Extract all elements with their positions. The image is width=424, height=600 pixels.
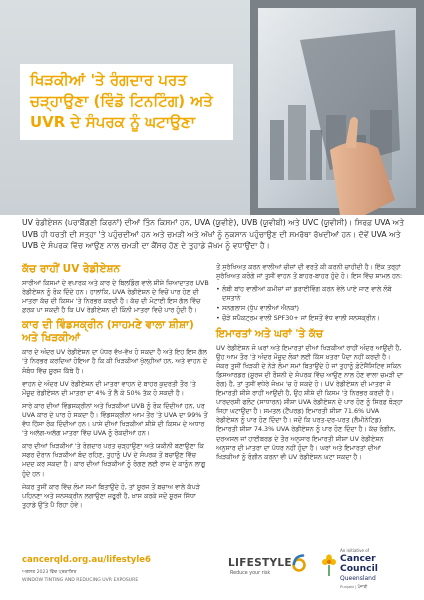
series-title: WINDOW TINTING AND REDUCING UVR EXPOSURE	[22, 578, 139, 583]
cancer-council-logo	[322, 548, 414, 592]
paragraph: ਕਾਰ ਦੀਆਂ ਖਿੜਕੀਆਂ 'ਤੇ ਰੰਗਦਾਰ ਪਰਤ ਚੜ੍ਹਾਉਣਾ ਅਤੇ ਯਕੀਨੀ ਬਣਾਉਣਾ ਕਿ ਸਫਰ ਦੌਰਾਨ ਖਿੜਕੀਆਂ ਬੰਦ ਰਹਿਣ, ਤੁਹਾਨੂੰ UV ਦੇ ਸੰਪਰਕ ਤੋਂ ਬਚਾਉਣ ਵਿੱਚ ਮਦਦ ਕਰ ਸਕਦਾ ਹੈ। ਕਾਰ ਦੀਆਂ ਖਿੜਕੀਆਂ ਨੂੰ ਰੰਗਣ ਲਈ ਰਾਜ ਦੇ ਕਾਨੂੰਨ ਲਾਗੂ ਹੁੰਦੇ ਹਨ।	[22, 442, 206, 478]
list-item: • ਲੰਬੀ ਬਾਂਹ ਵਾਲੀਆਂ ਕਮੀਜ਼ਾਂ ਜਾਂ ਡਰਾਈਵਿੰਗ ਕਰਨ ਵੇਲੇ ਪਾਏ ਜਾਣ ਵਾਲੇ ਲੰਬੇ ਦਸਤਾਨੇ	[216, 285, 403, 303]
logo-wordmark: LIFESTYLE	[228, 557, 292, 569]
logo-assoc: An initiative of	[340, 548, 370, 553]
hero-photo	[0, 0, 424, 215]
logo-state: Queensland	[340, 575, 376, 582]
paragraph: ਜੇਕਰ ਤੁਸੀਂ ਕਾਰ ਵਿੱਚ ਲੰਮਾ ਸਮਾਂ ਬਿਤਾਉਂਦੇ ਹੋ, ਤਾਂ ਸੂਰਜ ਤੋਂ ਬਚਾਅ ਵਾਲੇ ਕੱਪੜੇ ਪਹਿਨਣਾ ਅਤੇ ਸਨਸਕ੍ਰੀਨ ਲਗਾਉਣਾ ਜ਼ਰੂਰੀ ਹੈ, ਖ਼ਾਸ ਕਰਕੇ ਜਦੋਂ ਸੂਰਜ ਸਿੱਧਾ ਤੁਹਾਡੇ ਉੱਤੇ ਪੈ ਰਿਹਾ ਹੋਵੇ।	[22, 482, 200, 509]
section-heading-car: ਕਾਰ ਦੀ ਵਿੰਡਸਕ੍ਰੀਨ (ਸਾਹਮਣੇ ਵਾਲਾ ਸ਼ੀਸ਼ਾ) ਅਤੇ ਖਿੜਕੀਆਂ	[22, 319, 194, 345]
page-title: ਖਿੜਕੀਆਂ 'ਤੇ ਰੰਗਦਾਰ ਪਰਤ ਚੜ੍ਹਾਉਣਾ (ਵਿੰਡੋ ਟਿਨਟਿੰਗ) ਅਤੇ UVR ਦੇ ਸੰਪਰਕ ਨੂੰ ਘਟਾਉਣਾ	[30, 71, 213, 131]
list-item: • ਸਨਗਲਾਸ (ਧੁੱਪ ਵਾਲੀਆਂ ਐਨਕਾਂ)	[216, 304, 403, 313]
logo-name-line2: Council	[340, 563, 378, 574]
paragraph: ਸਾਰੀਆਂ ਕਿਸਮਾਂ ਦੇ ਵਪਾਰਕ ਅਤੇ ਕਾਰ ਦੇ ਬਿਲਡਿੰਗ ਵਾਲੇ ਸ਼ੀਸ਼ੇ ਜ਼ਿਆਦਾਤਰ UVB ਰੇਡੀਏਸ਼ਨ ਨੂੰ ਰੋਕ ਦਿੰਦੇ ਹਨ। ਹਾਲਾਂਕਿ, UVA ਰੇਡੀਏਸ਼ਨ ਦੇ ਵਿਚੋਂ ਪਾਰ ਹੋਣ ਦੀ ਮਾਤਰਾ ਕੱਚ ਦੀ ਕਿਸਮ 'ਤੇ ਨਿਰਭਰ ਕਰਦੀ ਹੈ। ਕੱਚ ਦੀ ਮੋਟਾਈ ਇਸ ਗੱਲ ਵਿੱਚ ਫ਼ਰਕ ਪਾ ਸਕਦੀ ਹੈ ਕਿ UV ਰੇਡੀਏਸ਼ਨ ਦੀ ਕਿੰਨੀ ਮਾਤਰਾ ਵਿਚੋਂ ਪਾਰ ਹੁੰਦੀ ਹੈ।	[22, 279, 209, 315]
intro-paragraph: UV ਰੇਡੀਏਸ਼ਨ (ਪਰਾਬੈਂਗਣੀ ਕਿਰਨਾਂ) ਦੀਆਂ ਤਿੰਨ ਕਿਸਮਾਂ ਹਨ, UVA (ਯੂਵੀਏ), UVB (ਯੂਵੀਬੀ) ਅਤੇ UVC (ਯੂਵੀਸੀ)। ਸਿਰਫ਼ UVA ਅਤੇ UVB ਹੀ ਧਰਤੀ ਦੀ ਸਤ੍ਹਾ 'ਤੇ ਪਹੁੰਚਦੀਆਂ ਹਨ ਅਤੇ ਚਮੜੀ ਅਤੇ ਅੱਖਾਂ ਨੂੰ ਨੁਕਸਾਨ ਪਹੁੰਚਾਉਣ ਦੀ ਸਮਰੱਥਾ ਰੱਖਦੀਆਂ ਹਨ। ਦੋਵੇਂ UVA ਅਤੇ UVB ਦੇ ਸੰਪਰਕ ਵਿੱਚ ਆਉਣ ਨਾਲ ਚਮੜੀ ਦਾ ਕੈਂਸਰ ਹੋਣ ਦੇ ਤੁਹਾਡੇ ਜੋਖਮ ਨੂੰ ਵਧਾਉਂਦਾ ਹੈ।	[22, 218, 405, 251]
paragraph: ਸਾਰੇ ਕਾਰ ਦੀਆਂ ਵਿੰਡਸਕ੍ਰੀਨਾਂ ਅਤੇ ਖਿੜਕੀਆਂ UVB ਨੂੰ ਰੋਕ ਦਿੰਦੀਆਂ ਹਨ, ਪਰ UVA ਕਾਰ ਦੇ ਪਾਰ ਹੋ ਸਕਦਾ ਹੈ। ਵਿੰਡਸਕ੍ਰੀਨਾਂ ਆਮ ਤੌਰ 'ਤੇ UVA ਦਾ 99% ਤੋਂ ਵੱਧ ਹਿੱਸਾ ਰੋਕ ਦਿੰਦੀਆਂ ਹਨ। ਪਾਸੇ ਦੀਆਂ ਖਿੜਕੀਆਂ ਸ਼ੀਸ਼ੇ ਦੀ ਕਿਸਮ ਦੇ ਅਧਾਰ 'ਤੇ ਅਲੱਗ-ਅਲੱਗ ਮਾਤਰਾ ਵਿੱਚ UVA ਨੂੰ ਰੋਕਦੀਆਂ ਹਨ।	[22, 401, 208, 438]
lifestyle6-logo	[228, 554, 308, 584]
paragraph: ਤੋਂ ਸੁਰੱਖਿਅਤ ਕਰਨ ਵਾਲੀਆਂ ਚੀਜ਼ਾਂ ਦੀ ਵਰਤੋਂ ਕੀ ਕਰਨੀ ਚਾਹੀਦੀ ਹੈ। ਇੱਕ ਤਰ੍ਹਾਂ ਸੁਰੱਖਿਅਤ ਕਰੋਗੇ ਜਾਂ ਤੁਸੀਂ ਵਾਹਨ ਤੋਂ ਬਾਹਰ-ਬਾਹਰ ਹੁੰਦੇ ਹੋ। ਇਸ ਵਿੱਚ ਸ਼ਾਮਲ ਹਨ:	[216, 263, 403, 281]
footer-url-link[interactable]: cancerqld.org.au/lifestyle6	[22, 555, 151, 565]
section-heading-glass: ਕੱਚ ਰਾਹੀਂ UV ਰੇਡੀਏਸ਼ਨ	[22, 263, 121, 275]
left-column	[22, 263, 209, 514]
publish-date: ਅਗਸਤ 2023 ਵਿੱਚ ਪ੍ਰਕਾਸ਼ਿਤ	[22, 570, 77, 575]
paragraph: ਕਾਰ ਦੇ ਅੰਦਰ UV ਰੇਡੀਏਸ਼ਨ ਦਾ ਪੱਧਰ ਵੱਖ-ਵੱਖ ਹੋ ਸਕਦਾ ਹੈ ਅਤੇ ਇਹ ਇਸ ਗੱਲ 'ਤੇ ਨਿਰਭਰ ਕਰਦਿਆਂ ਹੋਇਆ ਹੈ ਕਿ ਕੀ ਖਿੜਕੀਆਂ ਖੁੱਲ੍ਹੀਆਂ ਹਨ, ਅਤੇ ਵਾਹਨ ਦੇ ਸੰਬੰਧ ਵਿੱਚ ਸੂਰਜ ਕਿੱਥੇ ਹੈ।	[22, 348, 207, 375]
section-heading-buildings: ਇਮਾਰਤਾਂ ਅਤੇ ਘਰਾਂ 'ਤੇ ਕੱਚ	[216, 327, 324, 340]
language-label: Punjabi | ਪੰਜਾਬੀ	[340, 584, 368, 589]
title-box	[20, 64, 233, 140]
paragraph: ਵਾਹਨ ਦੇ ਅੰਦਰ UV ਰੇਡੀਏਸ਼ਨ ਦੀ ਮਾਤਰਾ ਵਾਹਨ ਦੇ ਬਾਹਰ ਕੁਦਰਤੀ ਤੌਰ 'ਤੇ ਮੌਜੂਦ ਰੇਡੀਏਸ਼ਨ ਦੀ ਮਾਤਰਾ ਦਾ 4% ਤੋਂ ਲੈ ਕੇ 50% ਤੱਕ ਹੋ ਸਕਦੀ ਹੈ।	[22, 379, 196, 397]
logo-tagline: Reduce your risk	[230, 571, 271, 576]
daffodil-icon	[322, 554, 336, 576]
logo-name-line1: Cancer	[340, 553, 376, 564]
paragraph: UV ਰੇਡੀਏਸ਼ਨ ਜੋ ਘਰਾਂ ਅਤੇ ਇਮਾਰਤਾਂ ਦੀਆਂ ਖਿੜਕੀਆਂ ਰਾਹੀਂ ਅੰਦਰ ਆਉਂਦੀ ਹੈ, ਉਹ ਆਮ ਤੌਰ 'ਤੇ ਅੰਦਰ ਮੌਜੂਦ ਲੋਕਾਂ ਲਈ ਕਿੱਸ ਖ਼ਤਰਾ ਪੈਦਾ ਨਹੀਂ ਕਰਦੀ ਹੈ। ਜੇਕਰ ਤੁਸੀਂ ਖਿੜਕੀ ਦੇ ਨੇੜੇ ਲੰਮਾ ਸਮਾਂ ਬਿਤਾਉਂਦੇ ਹੋ ਜਾਂ ਤੁਹਾਨੂੰ ਫ਼ੋਟੋਸੈਂਸਿਟਿਵ ਸਕਿਨ ਡਿਸਆਰਡਰ (ਸੂਰਜ ਦੀ ਰੌਸ਼ਨੀ ਦੇ ਸੰਪਰਕ ਵਿੱਚ ਆਉਣ ਨਾਲ ਹੋਣ ਵਾਲਾ ਚਮੜੀ ਦਾ ਰੋਗ) ਹੈ, ਤਾਂ ਤੁਸੀਂ ਵਧੇਰੇ ਜੋਖਮ 'ਚ ਹੋ ਸਕਦੇ ਹੋ। UV ਰੇਡੀਏਸ਼ਨ ਦੀ ਮਾਤਰਾ ਜੋ ਇਮਾਰਤੀ ਸ਼ੀਸ਼ੇ ਰਾਹੀਂ ਆਉਂਦੀ ਹੈ, ਉਹ ਸ਼ੀਸ਼ੇ ਦੀ ਕਿਸਮ 'ਤੇ ਨਿਰਭਰ ਕਰਦੀ ਹੈ। ਪਾਰਦਰਸ਼ੀ ਫਲੋਟ (ਸਾਧਾਰਨ) ਸ਼ੀਸ਼ਾ UVA ਰੇਡੀਏਸ਼ਨ ਦੇ ਪਾਰ ਹੋਣ ਨੂੰ ਸਿਰਫ਼ ਥੋੜ੍ਹਾ ਜਿਹਾ ਘਟਾਉਂਦਾ ਹੈ। ਸਮਤਲ (ਟੈਂਪਰਡ) ਇਮਾਰਤੀ ਸ਼ੀਸ਼ਾ 71.6% UVA ਰੇਡੀਏਸ਼ਨ ਨੂੰ ਪਾਰ ਹੋਣ ਦਿੰਦਾ ਹੈ। ਜਦੋਂ ਕਿ ਪਰਤ-ਦਰ-ਪਰਤ (ਲੈਮੀਨੇਟਿਡ) ਇਮਾਰਤੀ ਸ਼ੀਸ਼ਾ 74.3% UVA ਰੇਡੀਏਸ਼ਨ ਨੂੰ ਪਾਰ ਹੋਣ ਦਿੰਦਾ ਹੈ। ਕੱਚ ਰੰਗੀਨ, ਦਰਅਸਲ ਜਾਂ ਹਾਈਬਰਡ ਦੇ ਤੌਰ ਅਨੁਸਾਰ ਇਮਾਰਤੀ ਸ਼ੀਸ਼ਾ UV ਰੇਡੀਏਸ਼ਨ ਅਨੁਸਾਰ ਦੀ ਮਾਤਰਾ ਦਾ ਪੱਧਰ ਨਹੀਂ ਹੁੰਦਾ ਹੈ। ਘਰਾਂ ਅਤੇ ਇਮਾਰਤਾਂ ਦੀਆਂ ਖਿੜਕੀਆਂ ਨੂੰ ਰੰਗੀਨ ਕਰਨਾ ਵੀ UV ਰੇਡੀਏਸ਼ਨ ਘਟਾ ਸਕਦਾ ਹੈ।	[216, 343, 403, 461]
six-icon	[291, 554, 307, 572]
protection-list	[216, 285, 403, 323]
right-column	[216, 263, 403, 466]
list-item: • ਚੌੜੇ ਸਪੈਕਟ੍ਰਮ ਵਾਲੀ SPF30+ ਜਾਂ ਇਸਤੋਂ ਵੱਧ ਵਾਲੀ ਸਨਸਕ੍ਰੀਨ।	[216, 314, 403, 323]
